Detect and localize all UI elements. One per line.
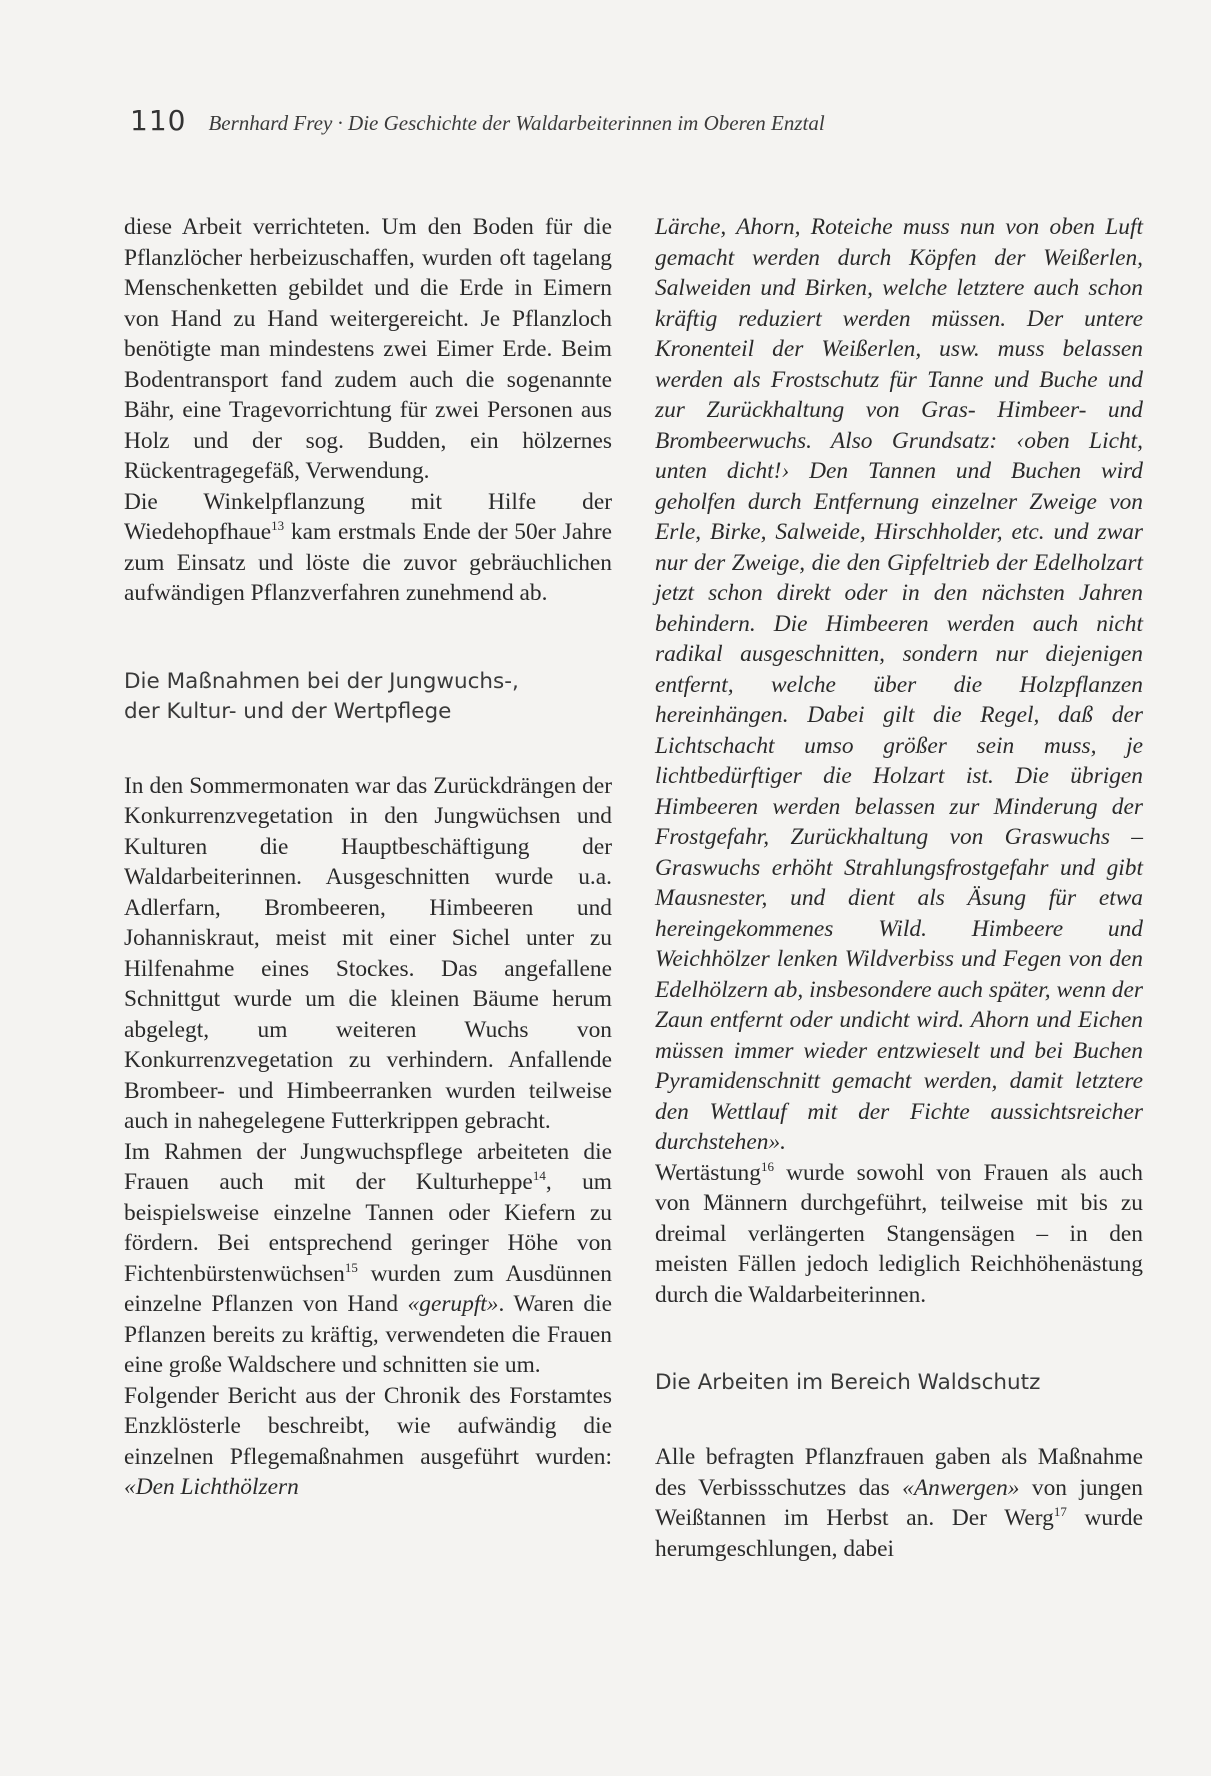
running-head [130, 104, 825, 137]
footnote-ref: 14 [532, 1168, 546, 1183]
page-number: 110 [130, 104, 187, 137]
paragraph: Wertästung$^{16}$ wurde sowohl von Frauen als auch von Männern durchgeführt, teilweise mit bis zu dreimal verlängerten Stangensägen – in den meisten Fällen jedoch lediglich Reichhöhenästung durch die Waldarbeiterinnen. [655, 1158, 1143, 1308]
footnote-ref: 17 [1053, 1504, 1067, 1519]
paragraph: Im Rahmen der Jungwuchspflege arbeiteten die Frauen auch mit der Kulturheppe$^{14}$, um beispielsweise einzelne Tannen oder Kiefern zu fördern. Bei entsprechend geringer Höhe von Fichtenbürstenwüchsen$^{15}$ wurden zum Ausdünnen einzelne Pflanzen von Hand «gerupft». Waren die Pflanzen bereits zu kräftig, verwendeten die Frauen eine große Waldschere und schnitten sie um. [124, 1138, 612, 1378]
chronicle-quote: Lärche, Ahorn, Roteiche muss nun von oben Luft gemacht werden durch Köpfen der Weißerlen, Salweiden und Birken, welche letztere auch schon kräftig reduziert werden müssen. Der untere Kronenteil der Weißerlen, usw. muss belassen werden als Frostschutz für Tanne und Buche und zur Zurückhaltung von Gras- Himbeer- und Brombeerwuchs. Also Grundsatz: ‹oben Licht, unten dicht!› Den Tannen und Buchen wird geholfen durch Entfernung einzelner Zweige von Erle, Birke, Salweide, Hirschholder, etc. und zwar nur der Zweige, die den Gipfeltrieb der Edelholzart jetzt schon direkt oder in den nächsten Jahren behindern. Die Himbeeren werden auch nicht radikal ausgeschnitten, sondern nur diejenigen entfernt, welche über die Holzpflanzen hereinhängen. Dabei gilt die Regel, daß der Lichtschacht umso größer sein muss, je lichtbedürftiger die Holzart ist. Die übrigen Himbeeren werden belassen zur Minderung der Frostgefahr, Zurückhaltung von Graswuchs – Graswuchs erhöht Strahlungsfrostgefahr und gibt Mausnester, und dient als Äsung für etwa hereingekommenes Wild. Himbeere und Weichhölzer lenken Wildverbiss und Fegen von den Edelhölzern ab, insbesondere auch später, wenn der Zaun entfernt oder undicht wird. Ahorn und Eichen müssen immer wieder entzwieselt und bei Buchen Pyramidenschnitt gemacht werden, damit letztere den Wettlauf mit der Fichte aussichtsreicher durchstehen». [655, 214, 1143, 1155]
left-column [124, 212, 612, 1503]
running-title: Bernhard Frey · Die Geschichte der Waldarbeiterinnen im Oberen Enztal [208, 111, 825, 135]
paragraph: diese Arbeit verrichteten. Um den Boden für die Pflanzlöcher herbeizuschaffen, wurden oft tagelang Menschenketten gebildet und die Erde in Eimern von Hand zu Hand weitergereicht. Je Pflanzloch benötigte man mindestens zwei Eimer Erde. Beim Bodentransport fand zudem auch die sogenannte Bähr, eine Tragevorrichtung für zwei Personen aus Holz und der sog. Budden, ein hölzernes Rückentragegefäß, Verwendung. [124, 214, 612, 484]
footnote-ref: 15 [344, 1259, 358, 1275]
paragraph: Alle befragten Pflanzfrauen gaben als Maßnahme des Verbissschutzes das «Anwergen» von jungen Weißtannen im Herbst an. Der Werg$^{17}$ wurde herumgeschlungen, dabei [655, 1444, 1143, 1562]
paragraph: Die Winkelpflanzung mit Hilfe der Wiedehopfhaue$^{13}$ kam erstmals Ende der 50er Jahre zum Einsatz und löste die zuvor gebräuchlichen aufwändigen Pflanzverfahren zunehmend ab. [124, 488, 612, 606]
paragraph: In den Sommermonaten war das Zurückdrängen der Konkurrenzvegetation in den Jungwüchsen und Kulturen die Hauptbeschäftigung der Waldarbeiterinnen. Ausgeschnitten wurde u.a. Adlerfarn, Brombeeren, Himbeeren und Johanniskraut, meist mit einer Sichel unter zu Hilfenahme eines Stockes. Das angefallene Schnittgut wurde um die kleinen Bäume herum abgelegt, um weiteren Wuchs von Konkurrenzvegetation zu verhindern. Anfallende Brombeer- und Himbeerranken wurden teilweise auch in nahegelegene Futterkrippen gebracht. [124, 772, 612, 1134]
right-column [655, 212, 1143, 1564]
paragraph: Folgender Bericht aus der Chronik des Forstamtes Enzklösterle beschreibt, wie aufwändig die einzelnen Pflegemaßnahmen ausgeführt wurden: «Den Lichthölzern [124, 1382, 612, 1500]
footnote-ref: 16 [760, 1158, 774, 1174]
section-heading: Die Maßnahmen bei der Jungwuchs-, der Kultur- und der Wertpflege [124, 668, 519, 724]
footnote-ref: 13 [271, 518, 285, 533]
section-heading: Die Arbeiten im Bereich Waldschutz [655, 1370, 1041, 1395]
